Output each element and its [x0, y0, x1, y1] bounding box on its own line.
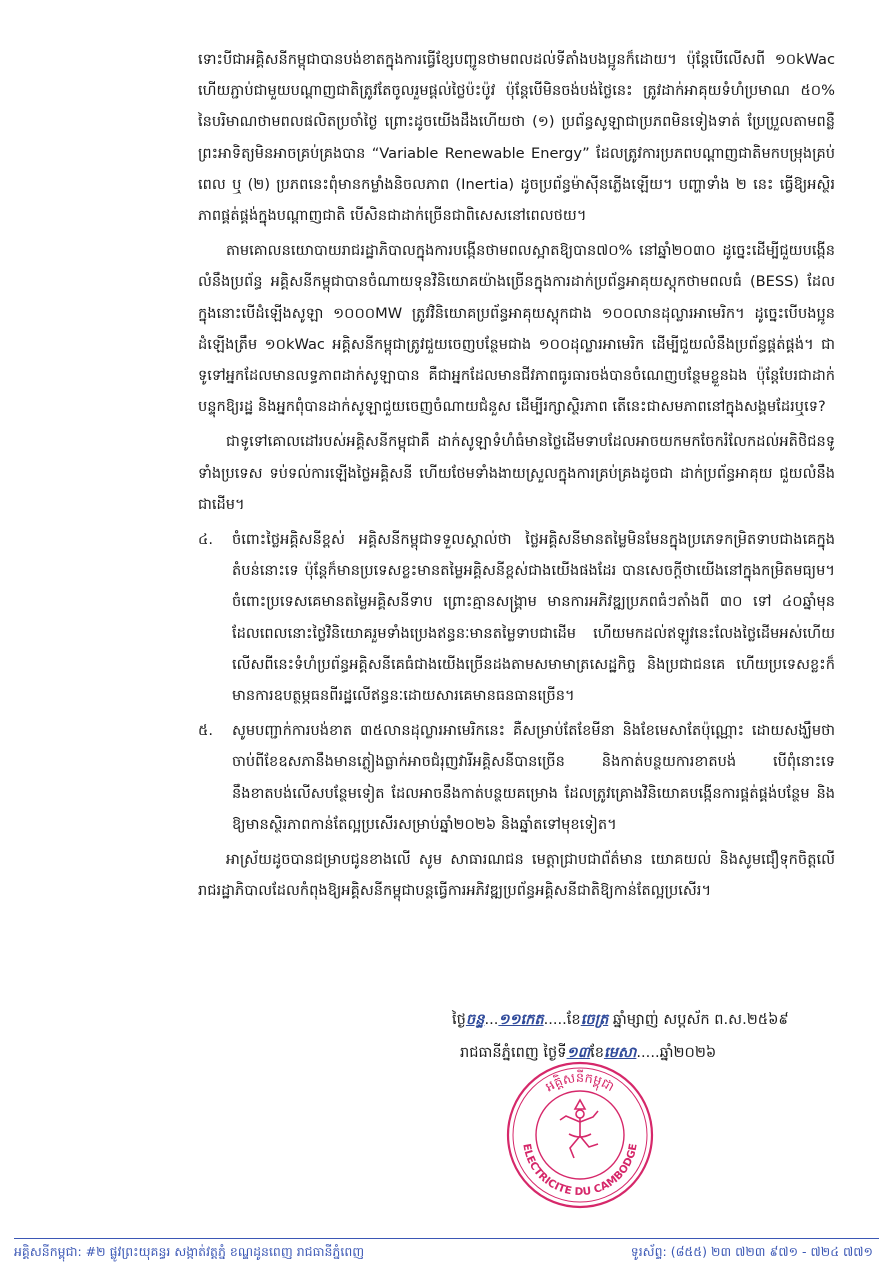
paragraph-edc-goal: ជាទូទៅគោលដៅរបស់អគ្គិសនីកម្ពុជាគឺ ដាក់សូឡាទំហំធំមានថ្លៃដើមទាបដែលអាចយកមកចែករំលែកដល់អតិថិជនទូទាំងប្រទេស ទប់ទល់ការឡើងថ្លៃអគ្គិសនី ហើយថែមទាំងងាយស្រួលក្នុងការគ្រប់គ្រងដូចជា ដាក់ប្រព័ន្ធអាគុយ ជួយលំនឹងជាដើម។: [198, 433, 835, 513]
day-handwritten: ១៣: [566, 1044, 591, 1061]
moon-day-handwritten: ១១កេត: [498, 1011, 544, 1028]
lunar-year-text: ឆ្នាំម្សាញ់ សប្ដស័ក ព.ស.២៥៦៩: [608, 1011, 789, 1028]
paragraph-backup-cost: ទោះបីជាអគ្គិសនីកម្ពុជាបានបង់ខាតក្នុងការធ្វើខ្សែបញ្ជូនថាមពលដល់ទីតាំងបងប្អូនក៏ដោយ។ ប៉ុន្តែបើលើសពី ១០kWac ហើយភ្ជាប់ជាមួយបណ្ដាញជាតិត្រូវតែចូលរួមផ្ដល់ថ្លៃប៉ះប៉ូវ ប៉ុន្តែបើមិនចង់បង់ថ្លៃនេះ ត្រូវដាក់អាគុយទំហំប្រមាណ ៥០% នៃបរិមាណថាមពលផលិតប្រចាំថ្ងៃ ព្រោះដូចយើងដឹងហើយថា (១) ប្រព័ន្ធសូឡាជាប្រភពមិនទៀងទាត់ ប្រែប្រួលតាមពន្លឺព្រះអាទិត្យមិនអាចគ្រប់គ្រងបាន “Variable Renewable Energy” ដែលត្រូវការប្រភពបណ្ដាញជាតិមកបម្រុងគ្រប់ពេល ឬ (២) ប្រភពនេះពុំមានកម្លាំងនិចលភាព (Inertia) ដូចប្រព័ន្ធម៉ាស៊ីនភ្លើងឡើយ។ បញ្ហាទាំង ២ នេះ ធ្វើឱ្យអស្ថិរភាពផ្គត់ផ្គង់ក្នុងបណ្ដាញជាតិ បើសិនជាដាក់ច្រើនជាពិសេសនៅពេលថយ។: [198, 51, 835, 225]
list-item-high-price: [198, 524, 835, 711]
seal-french-text: ELECTRICITE DU CAMBODGE: [520, 1142, 640, 1199]
item-text: ចំពោះថ្លៃអគ្គិសនីខ្ពស់ អគ្គិសនីកម្ពុជាទទួលស្គាល់ថា ថ្លៃអគ្គិសនីមានតម្លៃមិនមែនក្នុងប្រភេទកម្រិតទាបជាងគេក្នុងតំបន់នោះទេ ប៉ុន្តែក៏មានប្រទេសខ្លះមានតម្លៃអគ្គិសនីខ្ពស់ជាងយើងផងដែរ បានសេចក្ដីថាយើងនៅក្នុងកម្រិតមធ្យម។ ចំពោះប្រទេសគេមានតម្លៃអគ្គិសនីទាប ព្រោះគ្មានសង្គ្រាម មានការអភិវឌ្ឍប្រភពធំៗតាំងពី ៣០ ទៅ ៤០ឆ្នាំមុន ដែលពេលនោះថ្លៃវិនិយោគរួមទាំងប្រេងឥន្ធនៈមានតម្លៃទាបជាដើម ហើយមកដល់ឥឡូវនេះលែងថ្លៃដើមអស់ហើយ លើសពីនេះទំហំប្រព័ន្ធអគ្គិសនីគេធំជាងយើងច្រើនដងតាមសមាមាត្រសេដ្ឋកិច្ច និងប្រជាជនគេ ហើយប្រទេសខ្លះក៏មានការឧបត្ថម្ភធនពីរដ្ឋលើឥន្ធនៈដោយសារគេមានធនធានច្រើន។: [232, 531, 835, 705]
year-text: .....ឆ្នាំ២០២៦: [636, 1044, 717, 1061]
place-date-prefix: រាជធានីភ្នំពេញ ថ្ងៃទី: [460, 1044, 567, 1061]
month-label: ខែ: [590, 1044, 604, 1061]
seal-khmer-text: អគ្គិសនីកម្ពុជា: [543, 1071, 617, 1096]
lunar-date-line: [452, 1003, 789, 1036]
footer-phone: ទូរស័ព្ទ: (៨៥៥) ២៣ ៧២៣ ៩៧១ - ៧២៤ ៧៧១: [630, 1244, 873, 1259]
dancer-emblem-icon: [560, 1100, 598, 1158]
date-dots: ...: [484, 1011, 499, 1028]
list-item-loss-statement: [198, 715, 835, 840]
lunar-month-handwritten: ចេត្រ: [580, 1011, 609, 1028]
weekday-handwritten: ចន្ទ: [465, 1011, 485, 1028]
footer-address: អគ្គិសនីកម្ពុជា: #២ ផ្លូវព្រះយុគន្ធរ សង្កាត់វត្តភ្នំ ខណ្ឌដូនពេញ រាជធានីភ្នំពេញ: [14, 1244, 365, 1259]
item-number: ៤.: [198, 531, 213, 549]
item-number: ៥.: [198, 722, 213, 740]
paragraph-clean-energy-policy: តាមគោលនយោបាយរាជរដ្ឋាភិបាលក្នុងការបង្កើនថាមពលស្អាតឱ្យបាន៧០% នៅឆ្នាំ២០៣០ ដូច្នេះដើម្បីជួយបង្កើនលំនឹងប្រព័ន្ធ អគ្គិសនីកម្ពុជាបានចំណាយទុនវិនិយោគយ៉ាងច្រើនក្នុងការដាក់ប្រព័ន្ធអាគុយស្ដុកថាមពលធំ (BESS) ដែលក្នុងនោះបើដំឡើងសូឡា ១០០០MW ត្រូវវិនិយោគប្រព័ន្ធអាគុយស្ដុកជាង ១០០លានដុល្លារអាមេរិក។ ដូច្នេះបើបងប្អូនដំឡើងត្រឹម ១០kWac អគ្គិសនីកម្ពុជាត្រូវជួយចេញបន្ថែមជាង ១០០ដុល្លារអាមេរិក ដើម្បីជួយលំនឹងប្រព័ន្ធផ្គត់ផ្គង់។ ជាទូទៅអ្នកដែលមានលទ្ធភាពដាក់សូឡាបាន គឺជាអ្នកដែលមានជីវភាពធូរធារចង់បានចំណេញបន្ថែមខ្លួនឯង ប៉ុន្តែបែរជាដាក់បន្ទុកឱ្យរដ្ឋ និងអ្នកពុំបានដាក់សូឡាជួយចេញចំណាយជំនួស ដើម្បីរក្សាស្ថិរភាព តើនេះជាសមភាពនៅក្នុងសង្គមដែរឬទេ?: [198, 242, 835, 416]
item-text: សូមបញ្ជាក់ការបង់ខាត ៣៥លានដុល្លារអាមេរិកនេះ គឺសម្រាប់តែខែមីនា និងខែមេសាតែប៉ុណ្ណោះ ដោយសង្ឃឹមថា ចាប់ពីខែឧសភានឹងមានភ្លៀងធ្លាក់អាចជំរុញវារីអគ្គិសនីបានច្រើន និងកាត់បន្ថយការខាតបង់ បើពុំនោះទេនឹងខាតបង់លើសបន្ថែមទៀត ដែលអាចនឹងកាត់បន្ថយគម្រោង ដែលត្រូវគ្រោងវិនិយោគបង្កើនការផ្គត់ផ្គង់បន្ថែម និងឱ្យមានស្ថិរភាពកាន់តែល្អប្រសើរសម្រាប់ឆ្នាំ២០២៦ និងឆ្នាំតទៅមុខទៀត។: [232, 722, 835, 833]
footer-divider: [14, 1238, 879, 1239]
closing-paragraph: អាស្រ័យដូចបានជម្រាបជូនខាងលើ សូម សាធារណជន មេត្តាជ្រាបជាព័ត៌មាន យោគយល់ និងសូមជឿទុកចិត្តលើរាជរដ្ឋាភិបាលដែលកំពុងឱ្យអគ្គិសនីកម្ពុជាបន្តធ្វើការអភិវឌ្ឍប្រព័ន្ធអគ្គិសនីជាតិឱ្យកាន់តែល្អប្រសើរ។: [198, 851, 835, 900]
month-handwritten: មេសា: [603, 1044, 637, 1061]
official-seal: [505, 1060, 655, 1210]
date-month-label: .....ខែ: [543, 1011, 581, 1028]
date-prefix: ថ្ងៃ: [452, 1011, 466, 1028]
letter-body: [198, 44, 835, 910]
